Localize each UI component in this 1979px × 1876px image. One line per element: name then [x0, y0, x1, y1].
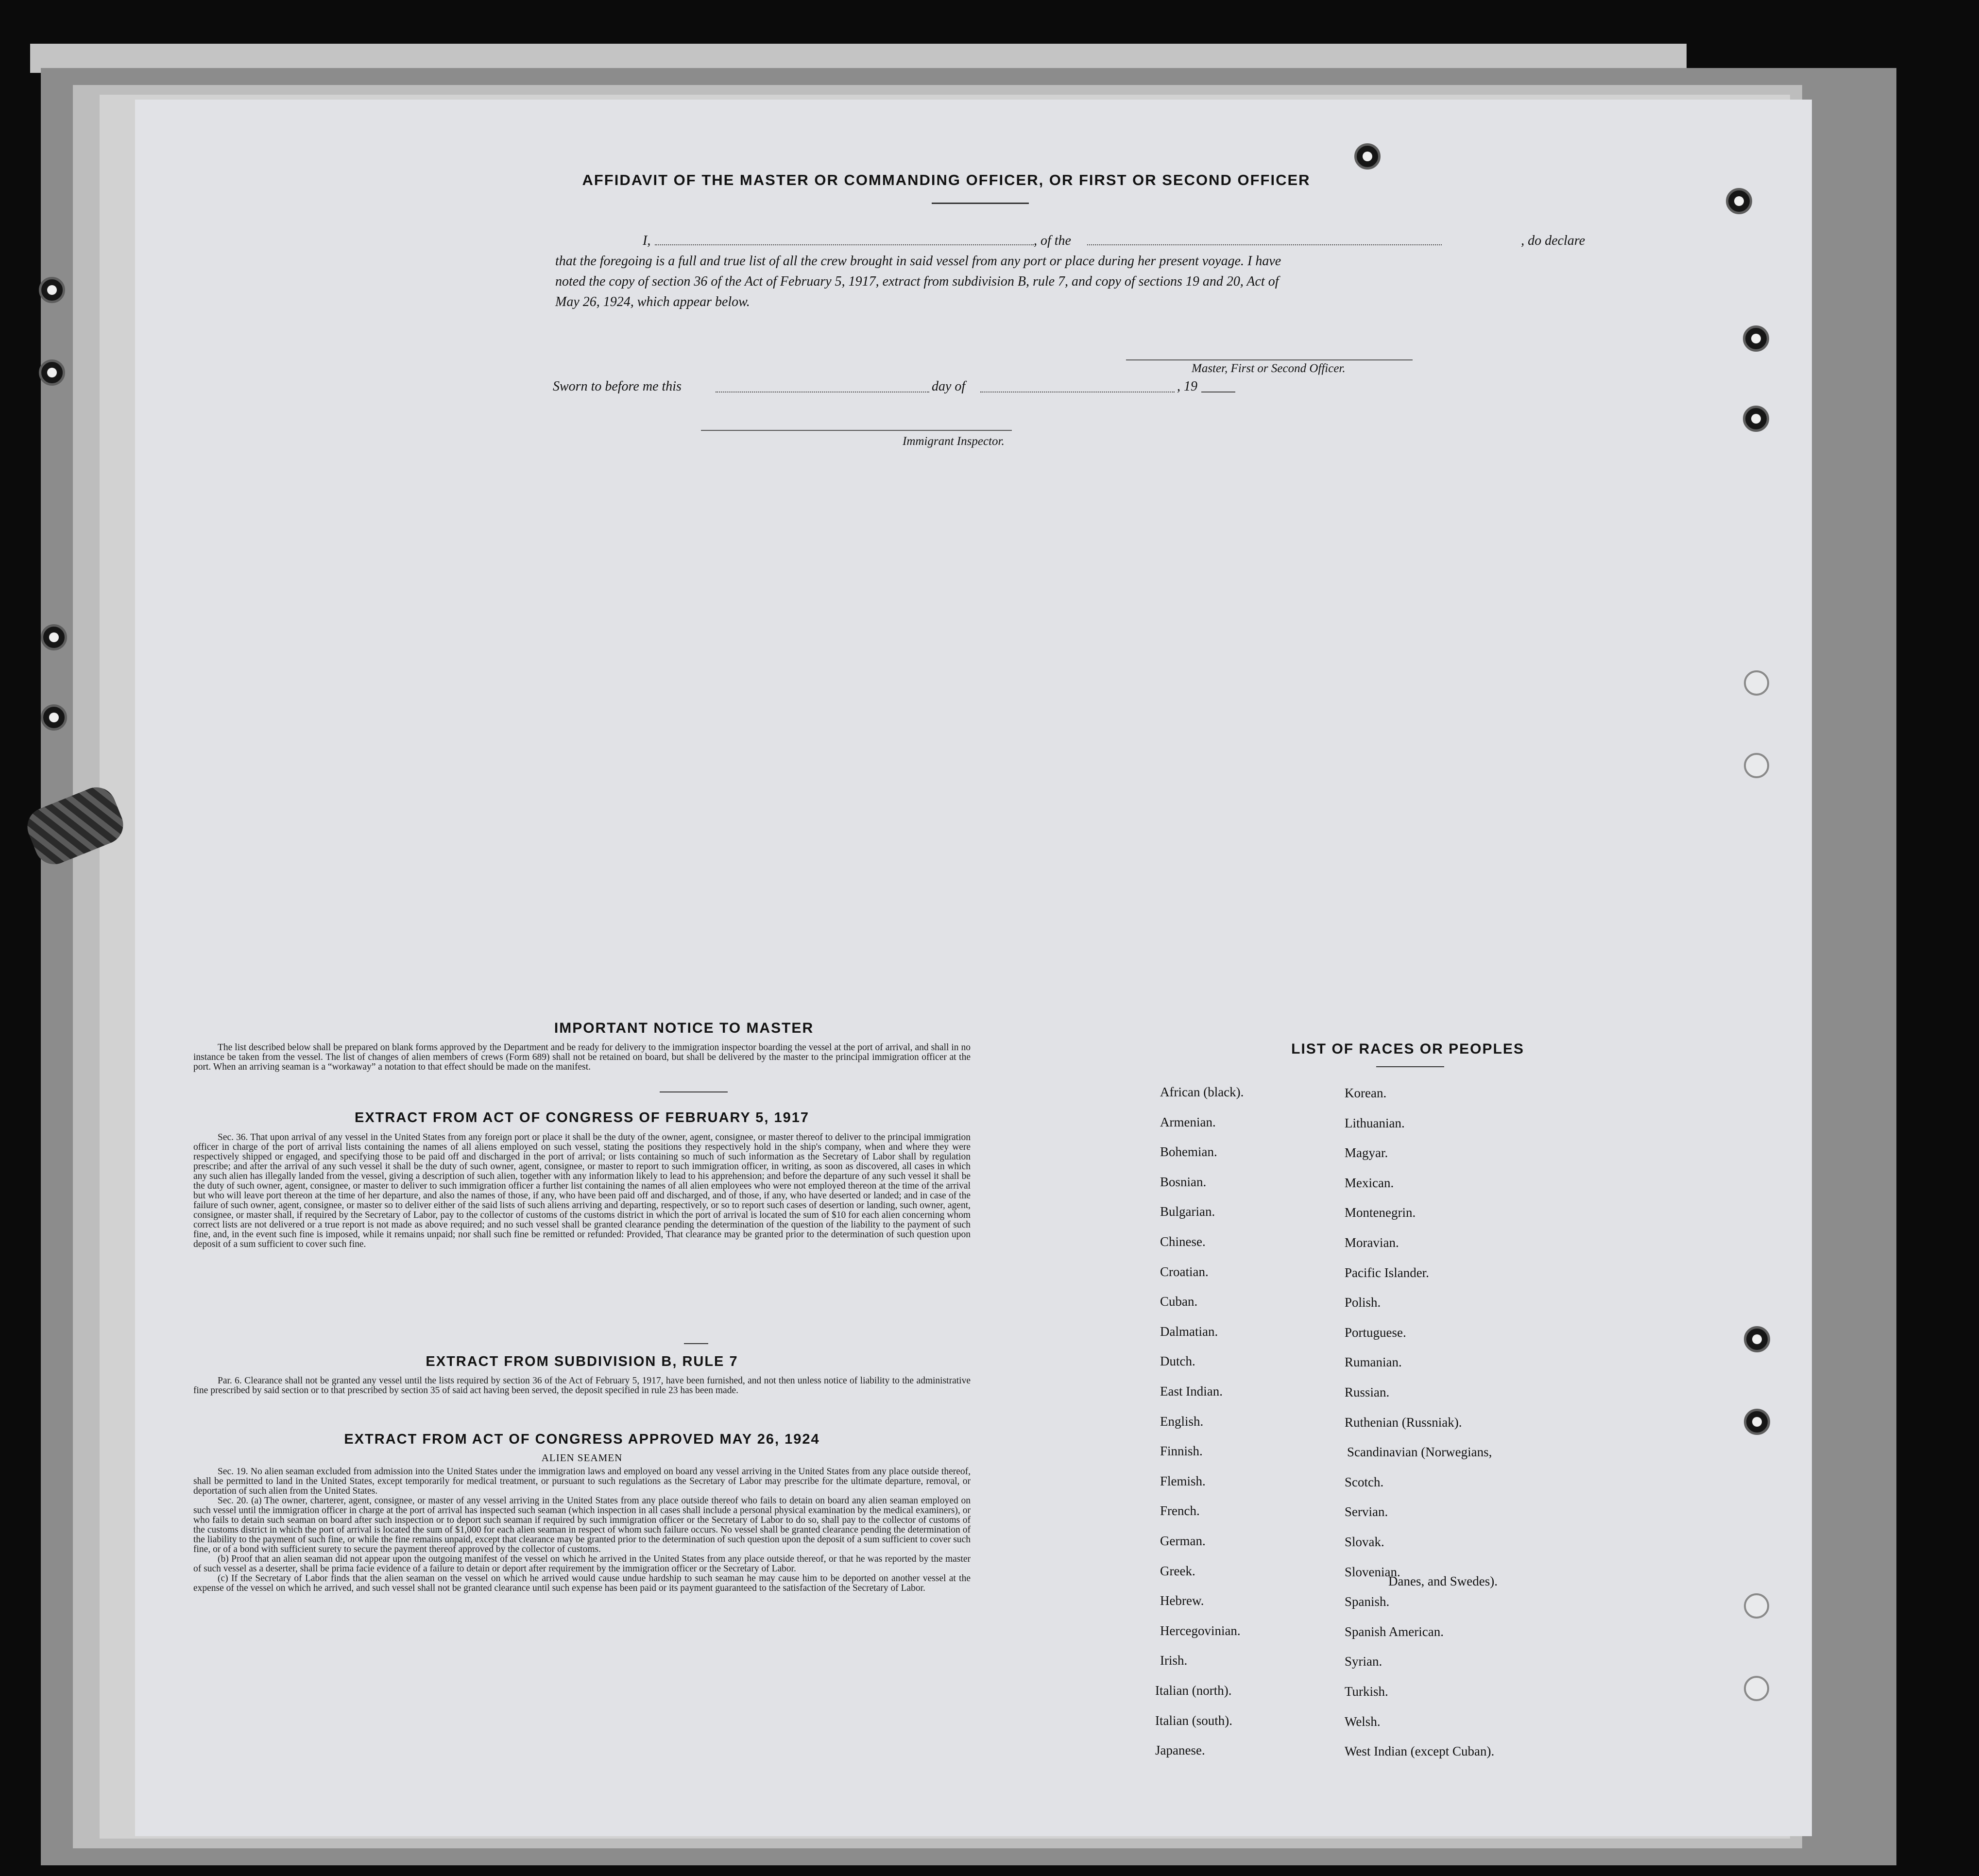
binder-hole [39, 359, 65, 386]
declaration-do-declare: , do declare [1521, 233, 1585, 248]
declaration-of-the: , of the [1034, 233, 1071, 248]
race-item: Armenian. [1160, 1114, 1216, 1129]
day-of-label: day of [932, 379, 966, 394]
race-item: Italian (south). [1155, 1713, 1232, 1728]
sec20c-paragraph: (c) If the Secretary of Labor finds that the alien seaman on the vessel on which he arrived would cause undue hardship to such seaman he may cause him to be deported on another vessel at the expense of the vessel on which he arrived, and such vessel shall not be granted clearance until such expense has been paid or its payment guaranteed to the satisfaction of the Secretary of Labor. [193, 1573, 971, 1593]
race-item: Flemish. [1160, 1473, 1206, 1488]
binder-hole [39, 277, 65, 303]
race-item: Italian (north). [1155, 1683, 1232, 1698]
race-item: Greek. [1160, 1563, 1195, 1578]
extract1-body [193, 1133, 971, 1249]
declaration-line-2: that the foregoing is a full and true list of all the crew brought in said vessel from any port or place during her present voyage. I have [555, 254, 1281, 269]
punch-hole [1744, 670, 1769, 696]
declaration-line-4: May 26, 1924, which appear below. [555, 294, 750, 309]
extract1-paragraph: Sec. 36. That upon arrival of any vessel in the United States from any foreign port or place it shall be the duty of the owner, agent, consignee, or master thereof to deliver to the principal immigration officer in charge of the port of arrival lists containing the names of all aliens employed on such vessel, stating the positions they respectively hold in the ship's company, when and where they were respectively shipped or engaged, and specifying those to be paid off and discharged in the port of arrival; or lists containing so much of such information as the Secretary of Labor shall by regulation prescribe; and after the arrival of any such vessel it shall be the duty of such owner, agent, consignee, or master to report to such immigration officer, in writing, as soon as discovered, all cases in which any such alien has illegally landed from the vessel, giving a description of such alien, together with any information likely to lead to his apprehension; and before the departure of any such vessel it shall be the duty of such owner, agent, consignee, or master to deliver to such immigration officer a further list containing the names of all alien employees who were not employed thereon at the time of the arrival but who will leave port thereon at the time of her departure, and also the names of those, if any, who have been paid off and discharged, and of those, if any, who have deserted or landed; and in case of the failure of such owner, agent, consignee, or master so to deliver either of the said lists of such aliens arriving and departing, respectively, or so to report such cases of desertion or landing, such owner, agent, consignee, or master shall, if required by the Secretary of Labor, pay to the collector of customs of the customs district in which the port of arrival is located the sum of $10 for each alien concerning whom correct lists are not delivered or a true report is not made as above required; and no such vessel shall be granted clearance pending the determination of the question of the liability to the payment of such fine, and, in the event such fine is imposed, while it remains unpaid; nor shall such fine be remitted or refunded: Provided, That clearance may be granted prior to the determination of such question upon deposit of a sum sufficient to cover such fine. [193, 1132, 971, 1249]
vessel-blank[interactable] [1087, 244, 1442, 245]
punch-hole [1744, 753, 1769, 778]
race-item: Syrian. [1345, 1654, 1382, 1669]
race-item: Korean. [1345, 1086, 1387, 1100]
punch-hole [1744, 1326, 1770, 1352]
race-item: Slovak. [1345, 1535, 1384, 1549]
race-item: English. [1160, 1414, 1204, 1429]
notice-body [193, 1043, 971, 1072]
race-item: Croatian. [1160, 1264, 1209, 1279]
punch-hole [1726, 188, 1752, 214]
race-item: German. [1160, 1534, 1206, 1548]
race-item: Dalmatian. [1160, 1324, 1218, 1339]
master-signature-line[interactable] [1126, 359, 1413, 360]
race-item: Irish. [1160, 1653, 1188, 1668]
race-item: African (black). [1160, 1085, 1244, 1099]
title-rule [932, 203, 1029, 204]
race-item: Rumanian. [1345, 1355, 1402, 1370]
race-item: Polish. [1345, 1295, 1381, 1310]
manifest-page [135, 100, 1812, 1836]
race-item: Magyar. [1345, 1145, 1388, 1160]
races-rule [1376, 1066, 1444, 1067]
race-item: Danes, and Swedes). [1388, 1574, 1498, 1588]
punch-hole [1744, 1593, 1769, 1619]
notice-rule [660, 1091, 728, 1092]
race-item: Japanese. [1155, 1743, 1205, 1758]
punch-hole [1743, 325, 1769, 352]
notice-paragraph: The list described below shall be prepared on blank forms approved by the Department and be ready for delivery to the immigration inspector boarding the vessel at the port of arrival, and shall in no instance be taken from the vessel. The list of changes of alien members of crews (Form 689) shall not be retained on board, but shall be delivered by the master to the principal immigration officer at the port. When an arriving seaman is a “workaway” a notation to that effect should be made on the manifest. [193, 1042, 971, 1072]
extract1-rule [684, 1343, 708, 1344]
punch-hole [1743, 406, 1769, 432]
punch-hole [1744, 1409, 1770, 1435]
declaration-line-3: noted the copy of section 36 of the Act of February 5, 1917, extract from subdivision B, rule 7, and copy of sections 19 and 20, Act of [555, 274, 1279, 289]
race-item: Moravian. [1345, 1235, 1399, 1250]
race-item: Pacific Islander. [1345, 1265, 1429, 1280]
race-item: Hebrew. [1160, 1593, 1204, 1608]
affidavit-declaration [555, 231, 1585, 312]
binder-hole [41, 624, 67, 650]
extract1-title: EXTRACT FROM ACT OF CONGRESS OF FEBRUARY 5, 1917 [354, 1110, 810, 1126]
extract3-subtitle: ALIEN SEAMEN [541, 1452, 623, 1464]
race-item: Turkish. [1345, 1684, 1388, 1699]
master-signature-label: Master, First or Second Officer. [1192, 362, 1346, 375]
race-item: Servian. [1345, 1504, 1388, 1519]
race-item: Bohemian. [1160, 1144, 1217, 1160]
sworn-line [553, 379, 1379, 398]
race-item: Spanish. [1345, 1594, 1390, 1609]
races-title: LIST OF RACES OR PEOPLES [1291, 1041, 1524, 1057]
declaration-i: I, [643, 233, 651, 248]
race-item: Lithuanian. [1345, 1115, 1405, 1130]
race-item: West Indian (except Cuban). [1345, 1744, 1495, 1759]
race-item: Chinese. [1160, 1234, 1206, 1249]
race-item: Hercegovinian. [1160, 1623, 1241, 1638]
extract3-title: EXTRACT FROM ACT OF CONGRESS APPROVED MAY 26, 1924 [344, 1432, 820, 1447]
race-item: Scotch. [1345, 1474, 1384, 1489]
inspector-label: Immigrant Inspector. [903, 435, 1005, 448]
race-item: East Indian. [1160, 1384, 1223, 1398]
race-item: Scandinavian (Norwegians, [1347, 1445, 1492, 1460]
extract2-body [193, 1376, 971, 1396]
binder-hole [41, 704, 67, 731]
race-item: Welsh. [1345, 1714, 1381, 1729]
punch-hole [1744, 1676, 1769, 1701]
name-blank[interactable] [655, 244, 1034, 245]
race-item: Portuguese. [1345, 1325, 1406, 1340]
race-item: Ruthenian (Russniak). [1345, 1415, 1462, 1430]
race-item: Russian. [1345, 1385, 1390, 1399]
race-item: Montenegrin. [1345, 1205, 1416, 1220]
extract2-paragraph: Par. 6. Clearance shall not be granted any vessel until the lists required by section 36 of the Act of February 5, 1917, have been furnished, and not then unless notice of liability to the administrative fine prescribed by said section or to that prescribed by section 35 of said act having been served, the deposit specified in rule 23 has been made. [193, 1376, 971, 1396]
sec20a-paragraph: Sec. 20. (a) The owner, charterer, agent, consignee, or master of any vessel arriving in the United States from any place outside thereof who fails to detain on board any alien seaman employed on such vessel until the immigration officer in charge at the port of arrival has inspected such seaman (which inspection in all cases shall include a personal physical examination by the medical examiners), or who fails to detain such seaman on board after such inspection or to deport such seaman if required by such immigration officer or the Secretary of Labor to do so, shall pay to the collector of customs of the customs district in which the port of arrival is located the sum of $1,000 for each alien seaman in respect of whom such failure occurs. No vessel shall be granted clearance pending the determination of the liability to the payment of such fine, or while the fine remains unpaid, except that clearance may be granted prior to the determination of such question upon the deposit of a sum sufficient to cover such fine, or of a bond with sufficient surety to secure the payment thereof approved by the collector of customs. [193, 1496, 971, 1554]
race-item: Bosnian. [1160, 1174, 1207, 1189]
race-item: Spanish American. [1345, 1624, 1444, 1639]
year-prefix: , 19 [1177, 379, 1197, 394]
sec19-paragraph: Sec. 19. No alien seaman excluded from admission into the United States under the immigration laws and employed on board any vessel arriving in the United States from any place outside thereof, shall be permitted to land in the United States, except temporarily for medical treatment, or pursuant to such regulations as the Secretary of Labor may prescribe for the ultimate departure, removal, or deportation of such alien from the United States. [193, 1467, 971, 1496]
affidavit-title: AFFIDAVIT OF THE MASTER OR COMMANDING OFFICER, OR FIRST OR SECOND OFFICER [582, 171, 1311, 188]
race-item: Dutch. [1160, 1354, 1195, 1369]
race-item: Finnish. [1160, 1444, 1203, 1459]
race-item: Slovenian. [1345, 1564, 1400, 1579]
race-item: Mexican. [1345, 1175, 1394, 1190]
sec20b-paragraph: (b) Proof that an alien seaman did not appear upon the outgoing manifest of the vessel on which he arrived in the United States from any place outside thereof, or that he was reported by the master of such vessel as a deserter, shall be prima facie evidence of a failure to detain or deport after requirement by the immigration officer or the Secretary of Labor. [193, 1554, 971, 1574]
declaration-line-1 [555, 231, 1585, 251]
sworn-prefix: Sworn to before me this [553, 379, 682, 394]
extract3-body [193, 1467, 971, 1593]
race-item: French. [1160, 1503, 1200, 1518]
extract2-title: EXTRACT FROM SUBDIVISION B, RULE 7 [426, 1354, 738, 1369]
race-item: Cuban. [1160, 1294, 1198, 1309]
notice-title: IMPORTANT NOTICE TO MASTER [554, 1020, 814, 1036]
punch-hole [1354, 143, 1381, 170]
race-item: Bulgarian. [1160, 1204, 1215, 1219]
inspector-signature-line[interactable] [701, 430, 1012, 431]
